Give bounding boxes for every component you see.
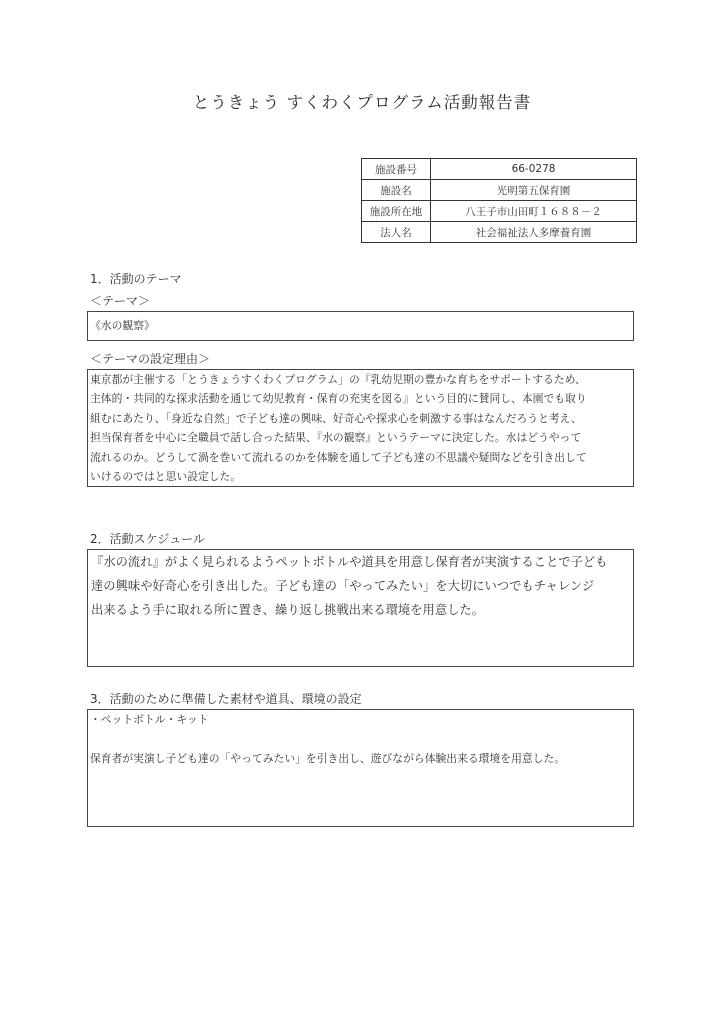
section1-heading: 1．活動のテーマ [90,272,182,286]
table-row [362,201,637,222]
reason-line: 主体的・共同的な探求活動を通じて幼児教育・保育の充実を図る』という目的に賛同し、本園でも取り [90,392,587,406]
reason-box [87,369,634,487]
corporation-name-value: 社会福祉法人多摩養育園 [431,222,637,243]
facility-number-label: 施設番号 [362,159,431,180]
section2-heading: 2．活動スケジュール [90,532,205,546]
facility-address-value: 八王子市山田町１６８８－２ [431,201,637,222]
theme-label: ＜テーマ＞ [90,294,151,308]
schedule-line: 出来るよう手に取れる所に置き、繰り返し挑戦出来る環境を用意した。 [91,603,485,617]
reason-line: いけるのではと思い設定した。 [90,469,242,483]
table-row [362,180,637,201]
materials-line: ・ペットボトル・キット [90,713,209,726]
schedule-line: 『水の流れ』がよく見られるようペットボトルや道具を用意し保育者が実演することで子ども [91,555,608,569]
schedule-box [87,549,634,667]
reason-line: 担当保育者を中心に全職員で話し合った結果、『水の観察』というテーマに決定した。水はどうやって [90,431,582,445]
facility-info-table [361,158,637,243]
page-title: とうきょう すくわくプログラム活動報告書 [192,93,532,112]
materials-line: 保育者が実演し子ども達の「やってみたい」を引き出し、遊びながら体験出来る環境を用意した。 [90,751,566,765]
reason-line: 流れるのか。どうして渦を巻いて流れるのかを体験を通して子ども達の不思議や疑問などを引き出して [90,450,587,464]
theme-box [87,311,634,341]
schedule-line: 達の興味や好奇心を引き出した。子ども達の「やってみたい」を大切にいつでもチャレンジ [91,579,595,593]
table-row [362,222,637,243]
section3-heading: 3．活動のために準備した素材や道具、環境の設定 [90,692,362,706]
table-row [362,159,637,180]
facility-address-label: 施設所在地 [362,201,431,222]
theme-text: 《水の観察》 [90,319,155,332]
reason-line: 東京都が主催する「とうきょうすくわくプログラム」の『乳幼児期の豊かな育ちをサポートするため、 [90,373,586,386]
facility-name-value: 光明第五保育園 [431,180,637,201]
materials-line [88,729,633,748]
facility-name-label: 施設名 [362,180,431,201]
facility-number-value: 66-0278 [431,159,637,180]
reason-line: 組むにあたり、「身近な自然」で子ども達の興味、好奇心や探求心を刺激する事はなんだろうと考え、 [90,411,582,425]
corporation-name-label: 法人名 [362,222,431,243]
materials-box [87,709,634,827]
reason-label: ＜テーマの設定理由＞ [90,352,211,366]
